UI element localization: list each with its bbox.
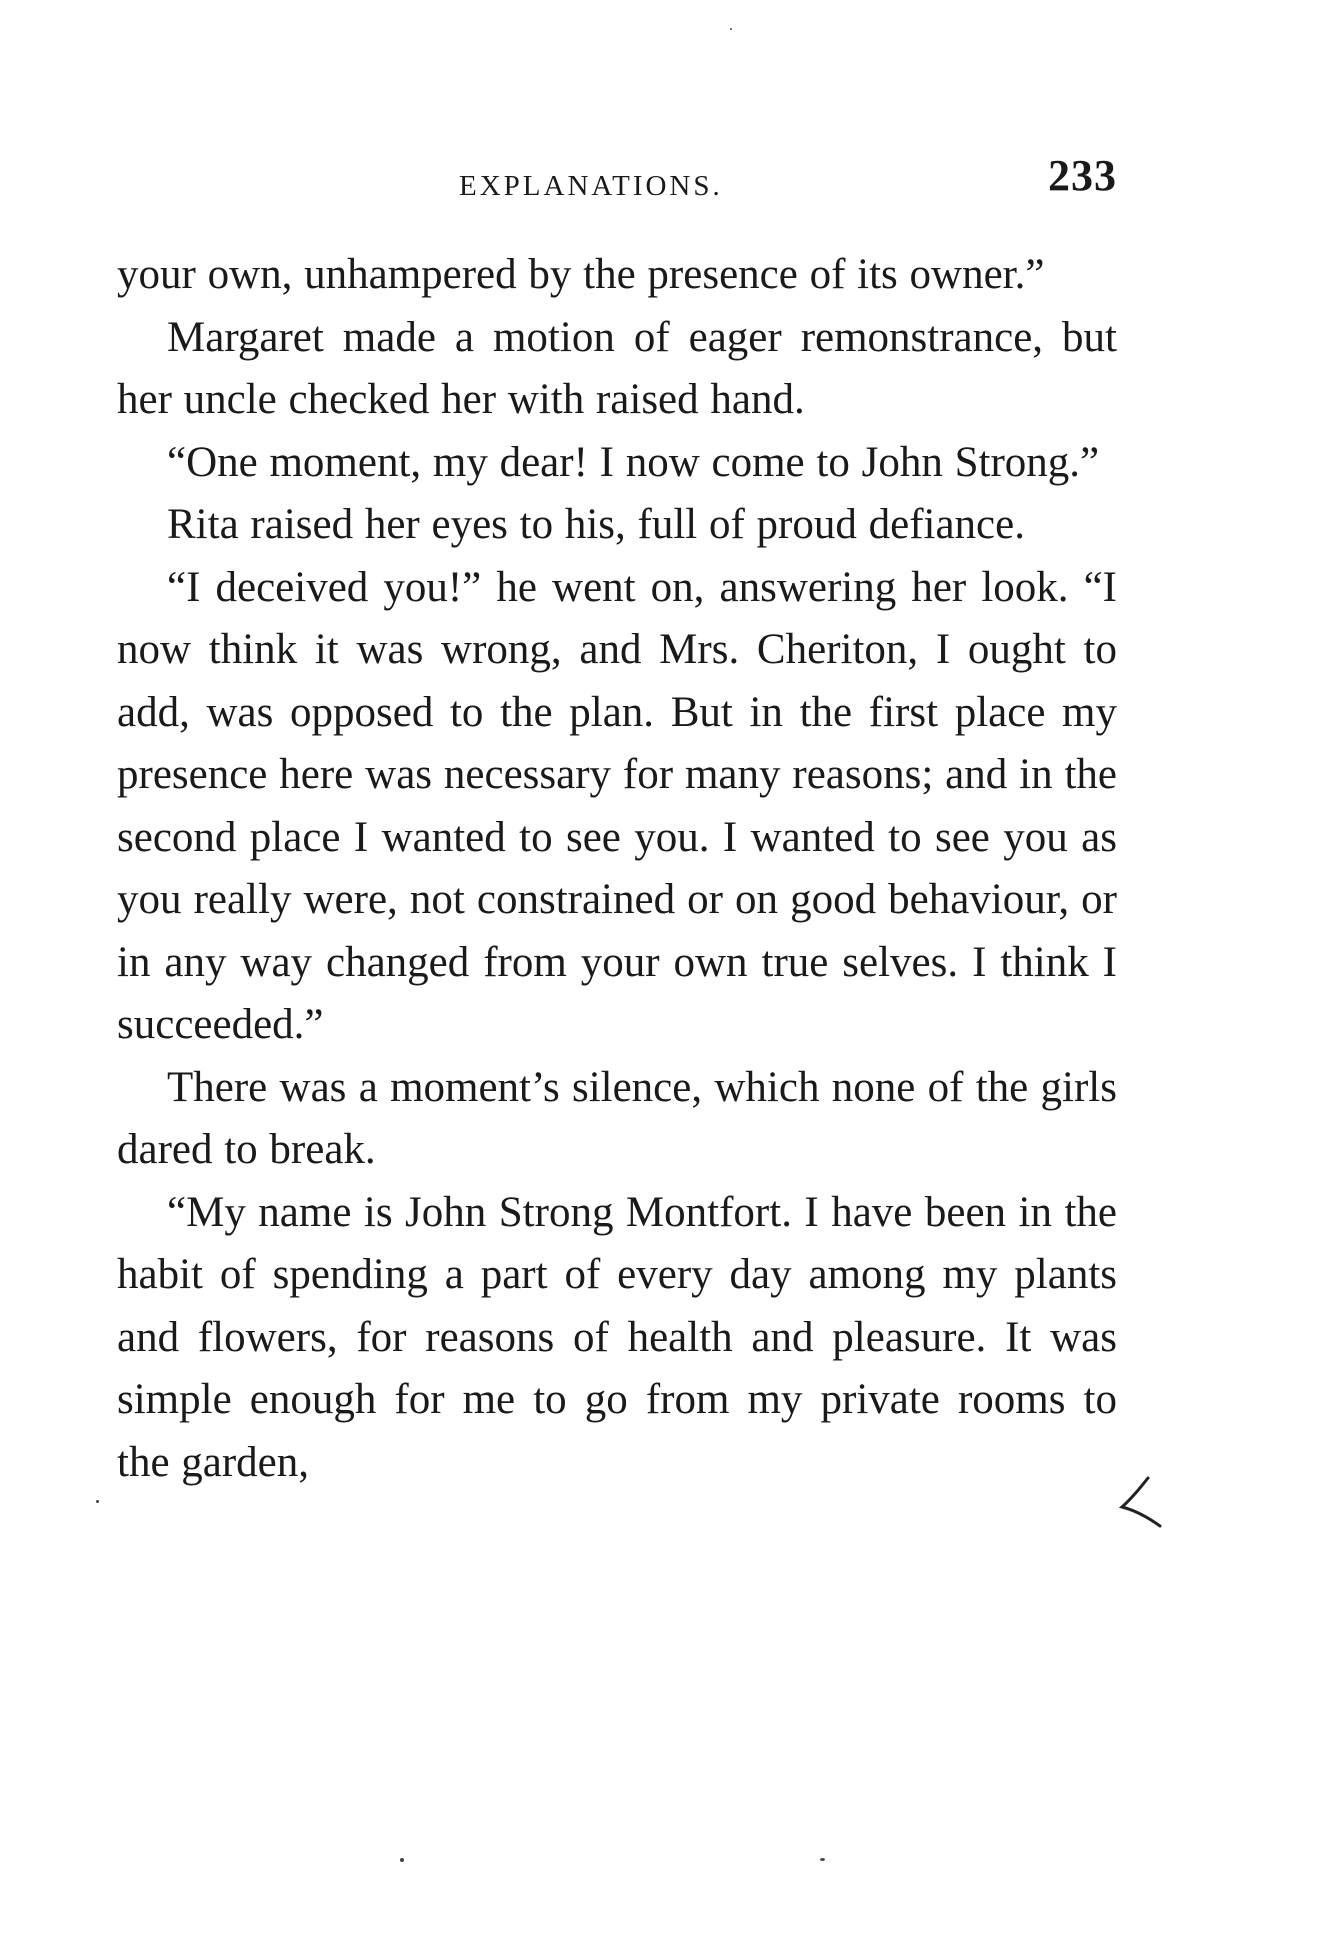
running-title: EXPLANATIONS. <box>459 170 723 202</box>
running-head <box>117 150 1117 210</box>
paragraph-i-deceived-you: “I deceived you!” he went on, answering her look. “I now think it was wrong, and Mrs. Cheriton, I ought to add, was opposed to the plan. But in the first place my presence here was necessary for many reasons; and in the second place I wanted to see you. I wanted to see you as you really were, not constrained or on good behaviour, or in any way changed from your own true selves. I think I succeeded.” <box>117 563 1117 1048</box>
paragraph-my-name: “My name is John Strong Montfort. I have been in the habit of spending a part of every day among my plants and flowers, for reasons of health and pleasure. It was simple enough for me to go from my private rooms to the garden, <box>117 1188 1117 1486</box>
paragraph-margaret-remonstrance: Margaret made a motion of eager remonstrance, but her uncle checked her with raised hand. <box>117 313 1117 423</box>
paper-speck <box>820 1858 825 1861</box>
paper-speck <box>96 1500 99 1503</box>
body-text <box>117 244 1117 1494</box>
paragraph-continuation: your own, unhampered by the presence of its owner.” <box>117 251 1045 298</box>
page-number: 233 <box>1048 151 1117 200</box>
paper-speck <box>400 1858 404 1862</box>
paper-speck <box>730 28 732 30</box>
paragraph-rita-defiance: Rita raised her eyes to his, full of proud defiance. <box>167 501 1025 548</box>
pencil-mark-icon <box>1118 1474 1166 1530</box>
paragraph-one-moment: “One moment, my dear! I now come to John Strong.” <box>167 438 1100 486</box>
paragraph-moments-silence: There was a moment’s silence, which none of the girls dared to break. <box>117 1063 1117 1173</box>
